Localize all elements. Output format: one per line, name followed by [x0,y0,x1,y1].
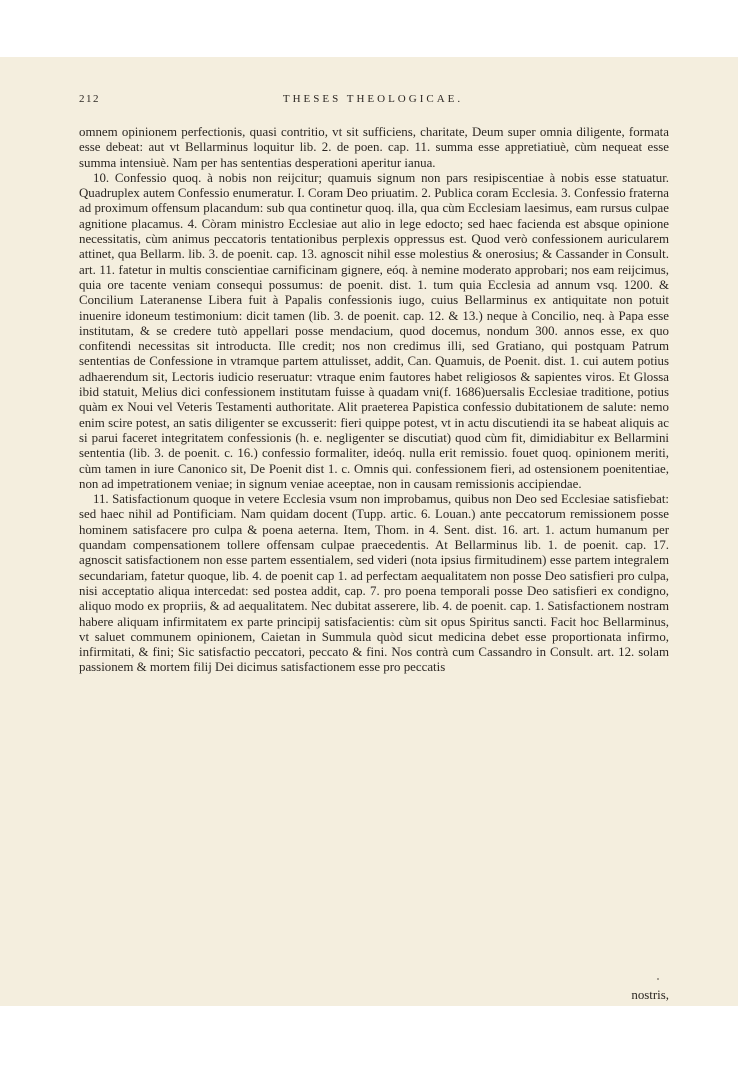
page-number: 212 [79,93,100,105]
ink-speck [657,978,659,980]
bottom-margin [0,1006,738,1068]
paragraph-10-confessio: 10. Confessio quoq. à nobis non reijcitur; quamuis signum non pars resipiscentiae à nobis esse statuatur. Quadruplex autem Confessio enumeratur. I. Coram Deo priuatim. 2. Publica coram Ecclesia. 3. Confessio fraterna ad proximum offensum placandum: sub qua continetur quoq. illa, qua cùm Ecclesiam laesimus, eam rursus culpae agnitione placamus. 4. Còram ministro Ecclesiae aut alio in lege edocto; sed haec facienda est absque opinione necessitatis, cùm animus peccatoris tentationibus perplexis oppressus est. Quod verò confessionem auricularem attinet, qua Bellarm. lib. 3. de poenit. cap. 13. agnoscit nihil esse molestius & onerosius; & Cassander in Consult. art. 11. fatetur in multis conscientiae carnificinam gignere, eóq. à nemine moderato approbari; nos eam reijcimus, quia ore tacente veniam consequi possumus: de poenit. dist. 1. tum quia Ecclesia ad annum vsq. 1200. & Concilium Lateranense Libera fuit à Papalis confessionis iugo, cuius Bellarminus ex antiquitate non potuit inuenire idoneum testimonium: dicit tamen (lib. 3. de poenit. cap. 12. & 13.) neque à Concilio, neq. à Papa esse institutam, & se credere tutò appellari posse mendacium, quod docemus, nondum 300. annos esse, ex quo confitendi necessitas sit introducta. Ille credit; nos non credimus illi, sed Gratiano, qui postquam Patrum sententias de Confessione in vtramque partem attulisset, addit, Can. Quamuis, de Poenit. dist. 1. cui autem potius adhaerendum sit, Lectoris iudicio reseruatur: vtraque enim fautores habet religiosos & sapientes viros. Et Glossa ibid statuit, Melius dici confessionem institutam fuisse à quadam vni(f. 1686)uersalis Ecclesiae traditione, potius quàm ex Noui vel Veteris Testamenti authoritate. Alit praeterea Papistica confessio dubitationem de salute: nemo enim scire potest, an satis diligenter se excusserit: fieri quippe potest, vt in actu discutiendi ita se habeat aliquis ac si parui faceret integritatem confessionis (h. e. negligenter se discutiat) quod cùm fit, dimidiabitur ex Bellarmini sententia (lib. 3. de poenit. c. 16.) confessio formaliter, ideóq. nulla erit remissio. fouet quoq. opinionem meriti, cùm tamen in iure Canonico sit, De Poenit dist 1. c. Omnis qui. confessionem fieri, ad ostensionem poenitentiae, non ad impetrationem veniae; in signum veniae aceeptae, non in causam remissionis accipiendae. [79,170,669,491]
body-text [79,125,669,676]
paragraph-11-satisfactionum: 11. Satisfactionum quoque in vetere Ecclesia vsum non improbamus, quibus non Deo sed Ecclesiae satisfiebat: sed haec nihil ad Pontificiam. Nam quidam docent (Tupp. artic. 6. Louan.) ante peccatorum remissionem posse hominem satisfacere pro culpa & poena aeterna. Item, Thom. in 4. Sent. dist. 16. art. 1. actum humanum per quandam compensationem tollere offensam culpae praecedentis. At Bellarminus lib. 1. de poenit. cap. 17. agnoscit satisfactionem non esse partem essentialem, sed videri (nota ipsius firmitudinem) esse partem integralem secundariam, fatetur quoque, lib. 4. de poenit cap 1. ad perfectam aequalitatem non posse Deo satisfieri pro culpa, nisi acceptatio aliqua intercedat: sed postea addit, cap. 7. pro poena temporali posse Deo satisfieri ex condigno, aliquo modo ex propriis, & ad aequalitatem. Nec dubitat asserere, lib. 4. de poenit. cap. 1. Satisfactionem nostram habere aliquam infirmitatem ex parte principij satisfacientis: cùm sit opus Spiritus sancti. Facit hoc Bellarminus, vt saluet communem opinionem, Caietan in Summula quòd sicut medicina debet esse proportionata infirmo, infirmitati, & fini; Sic satisfactio peccatori, peccato & fini. Nos contrà cum Cassandro in Consult. art. 12. solam passionem & mortem filij Dei dicimus satisfactionem esse pro peccatis [79,492,669,675]
book-page [0,57,738,1006]
paragraph-continuation: omnem opinionem perfectionis, quasi contritio, vt sit sufficiens, charitate, Deum super omnia diligente, formata esse debeat: aut vt Bellarminus loquitur lib. 2. de poen. cap. 11. summa esse appretiatiuè, cùm nequeat esse summa intensiuè. Nam per has sententias desperationi aperitur ianua. [79,125,669,170]
running-title: THESES THEOLOGICAE. [282,93,464,105]
top-margin [0,0,738,57]
catchword: nostris, [631,988,669,1002]
page-header [79,93,667,109]
